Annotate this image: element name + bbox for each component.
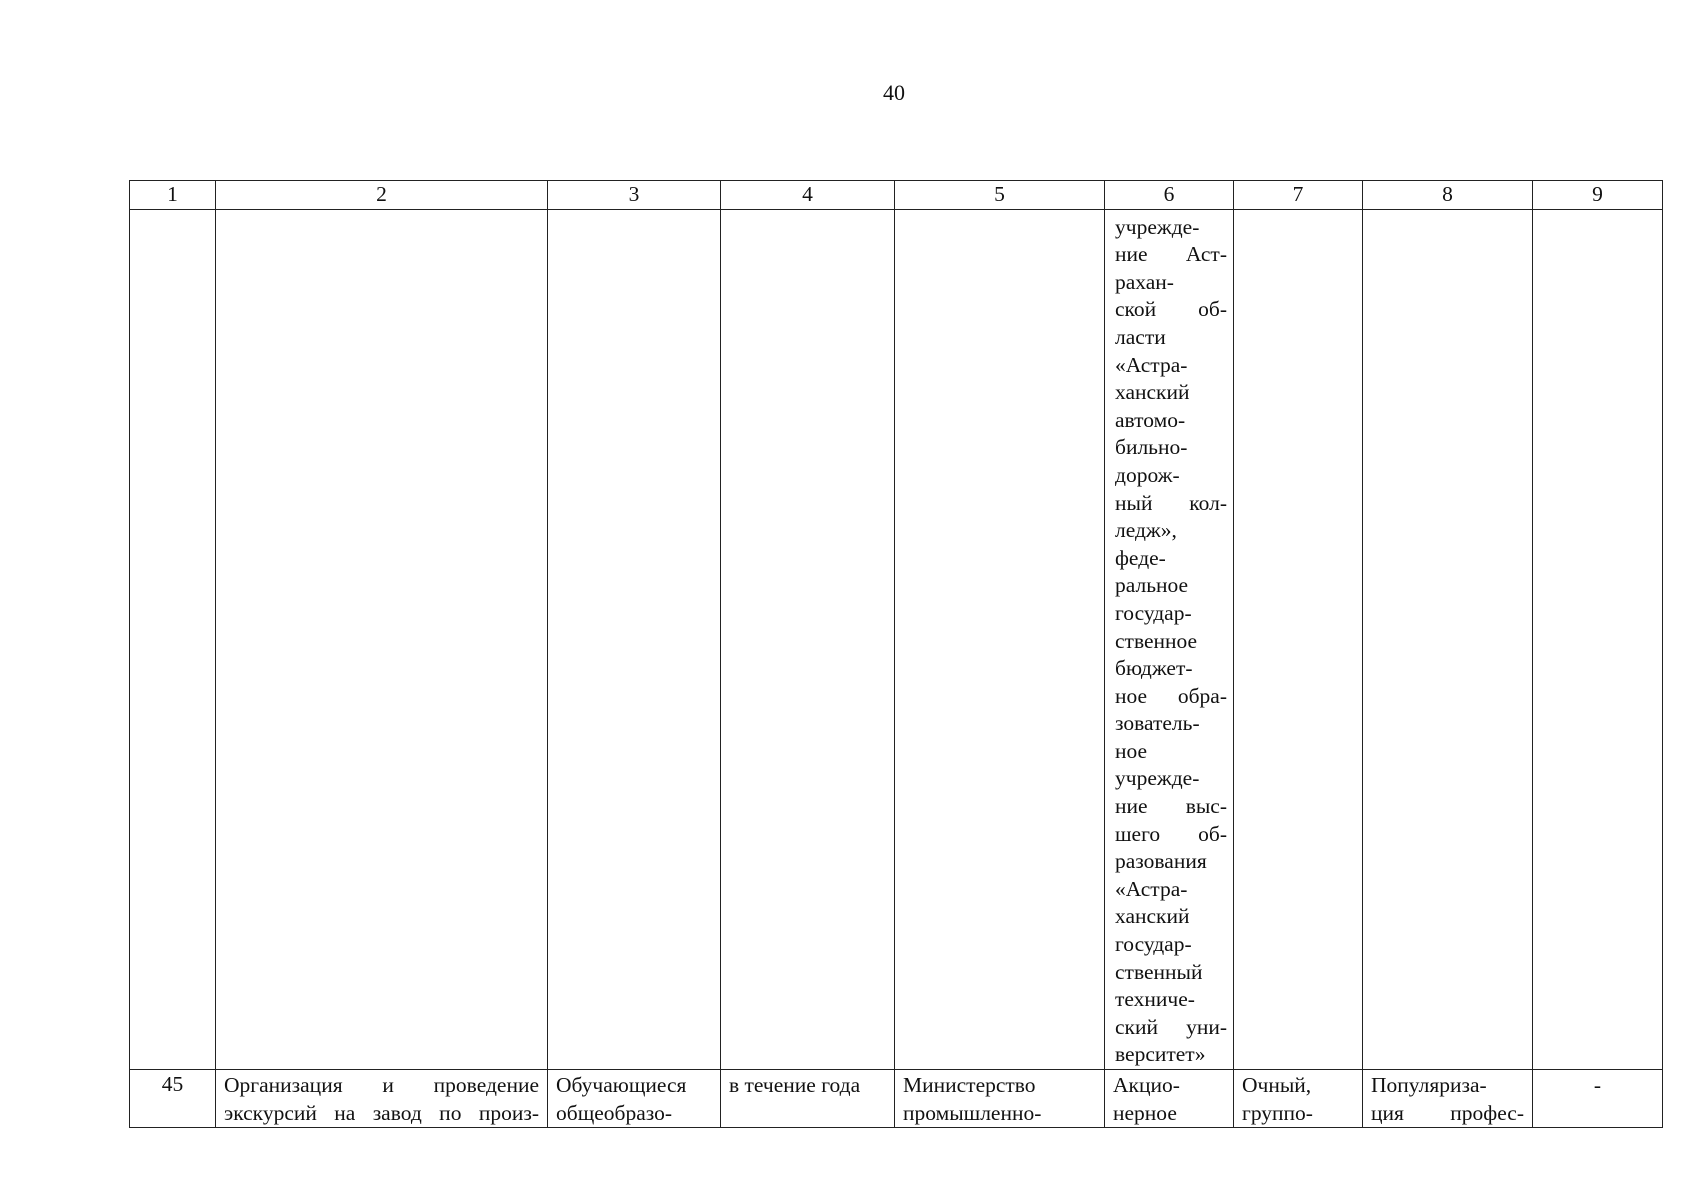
text-line: нерное [1113,1100,1177,1125]
cell-continued-8 [1363,209,1533,1069]
column-header-2: 2 [216,181,548,210]
event-name-cell [216,1070,548,1128]
cell-continued-2 [216,209,548,1069]
co-executor [1105,1070,1233,1127]
text-line: ханский [1115,380,1190,405]
text-line: верситет» [1115,1042,1206,1067]
text-line: группо- [1242,1100,1313,1125]
text-line: ский уни- [1115,1014,1227,1039]
row-number-cell [130,1070,216,1128]
note-cell [1533,1070,1663,1128]
column-header-6: 6 [1105,181,1234,210]
text-line: государ- [1115,600,1192,625]
cell-continued-1 [130,209,216,1069]
data-table [129,180,1663,1128]
text-line: бюджет- [1115,656,1193,681]
text-line: ской об- [1115,297,1227,322]
cell-continued-9 [1533,209,1663,1069]
page-number: 40 [883,80,905,105]
cell-continued-7 [1234,209,1363,1069]
organization-list-text [1105,210,1233,1069]
responsible-cell [895,1070,1105,1128]
column-header-1: 1 [130,181,216,210]
text-line: ласти [1115,324,1166,349]
table-row-continued [130,209,1663,1069]
participants [548,1070,720,1127]
header-row [130,181,1663,210]
participants-cell [548,1070,721,1128]
text-line: техниче- [1115,987,1195,1012]
format [1234,1070,1362,1127]
text-line: ное [1115,738,1148,763]
goal-cell [1363,1070,1533,1128]
text-line: зователь- [1115,711,1200,736]
column-header-9: 9 [1533,181,1663,210]
responsible [895,1070,1104,1127]
text-line: ное обра- [1115,683,1227,708]
cell-continued-4 [721,209,895,1069]
text-line: рахан- [1115,269,1174,294]
co-executor-cell [1105,1070,1234,1128]
row-number: 45 [161,1072,184,1096]
text-line: Акцио- [1113,1073,1180,1097]
cell-continued-5 [895,209,1105,1069]
event-name [216,1070,547,1127]
text-line: ный кол- [1115,490,1227,515]
text-line: «Астра- [1115,352,1188,377]
text-line: учрежде- [1115,214,1200,239]
text-line: Популяриза- [1371,1073,1487,1097]
text-line: экскурсий на завод по произ- [224,1100,539,1125]
text-line: Организация и проведение [224,1073,539,1097]
text-line: общеобразо- [556,1100,673,1125]
column-header-3: 3 [548,181,721,210]
timing: в течение года [729,1073,861,1097]
text-line: «Астра- [1115,876,1188,901]
text-line: Министерство [903,1073,1036,1097]
column-header-4: 4 [721,181,895,210]
text-line: ние Аст- [1115,242,1227,267]
text-line: бильно- [1115,435,1188,460]
text-line: государ- [1115,932,1192,957]
note: - [1593,1073,1602,1097]
text-line: Очный, [1242,1073,1312,1097]
timing-cell [721,1070,895,1128]
column-header-7: 7 [1234,181,1363,210]
text-line: разования [1115,849,1207,874]
format-cell [1234,1070,1363,1128]
text-line: ханский [1115,904,1190,929]
column-header-8: 8 [1363,181,1533,210]
text-line: ственный [1115,959,1203,984]
text-line: ледж», [1115,518,1177,543]
goal [1363,1070,1532,1127]
text-line: дорож- [1115,462,1180,487]
text-line: учрежде- [1115,766,1200,791]
cell-continued-6 [1105,209,1234,1069]
text-line: промышленно- [903,1100,1042,1125]
text-line: Обучающиеся [556,1073,687,1097]
text-line: автомо- [1115,407,1186,432]
cell-continued-3 [548,209,721,1069]
text-line: феде- [1115,545,1166,570]
text-line: ственное [1115,628,1198,653]
text-line: ральное [1115,573,1189,598]
column-header-5: 5 [895,181,1105,210]
table-row-45 [130,1070,1663,1128]
text-line: шего об- [1115,821,1227,846]
text-line: ция профес- [1371,1100,1524,1125]
text-line: ние выс- [1115,794,1227,819]
